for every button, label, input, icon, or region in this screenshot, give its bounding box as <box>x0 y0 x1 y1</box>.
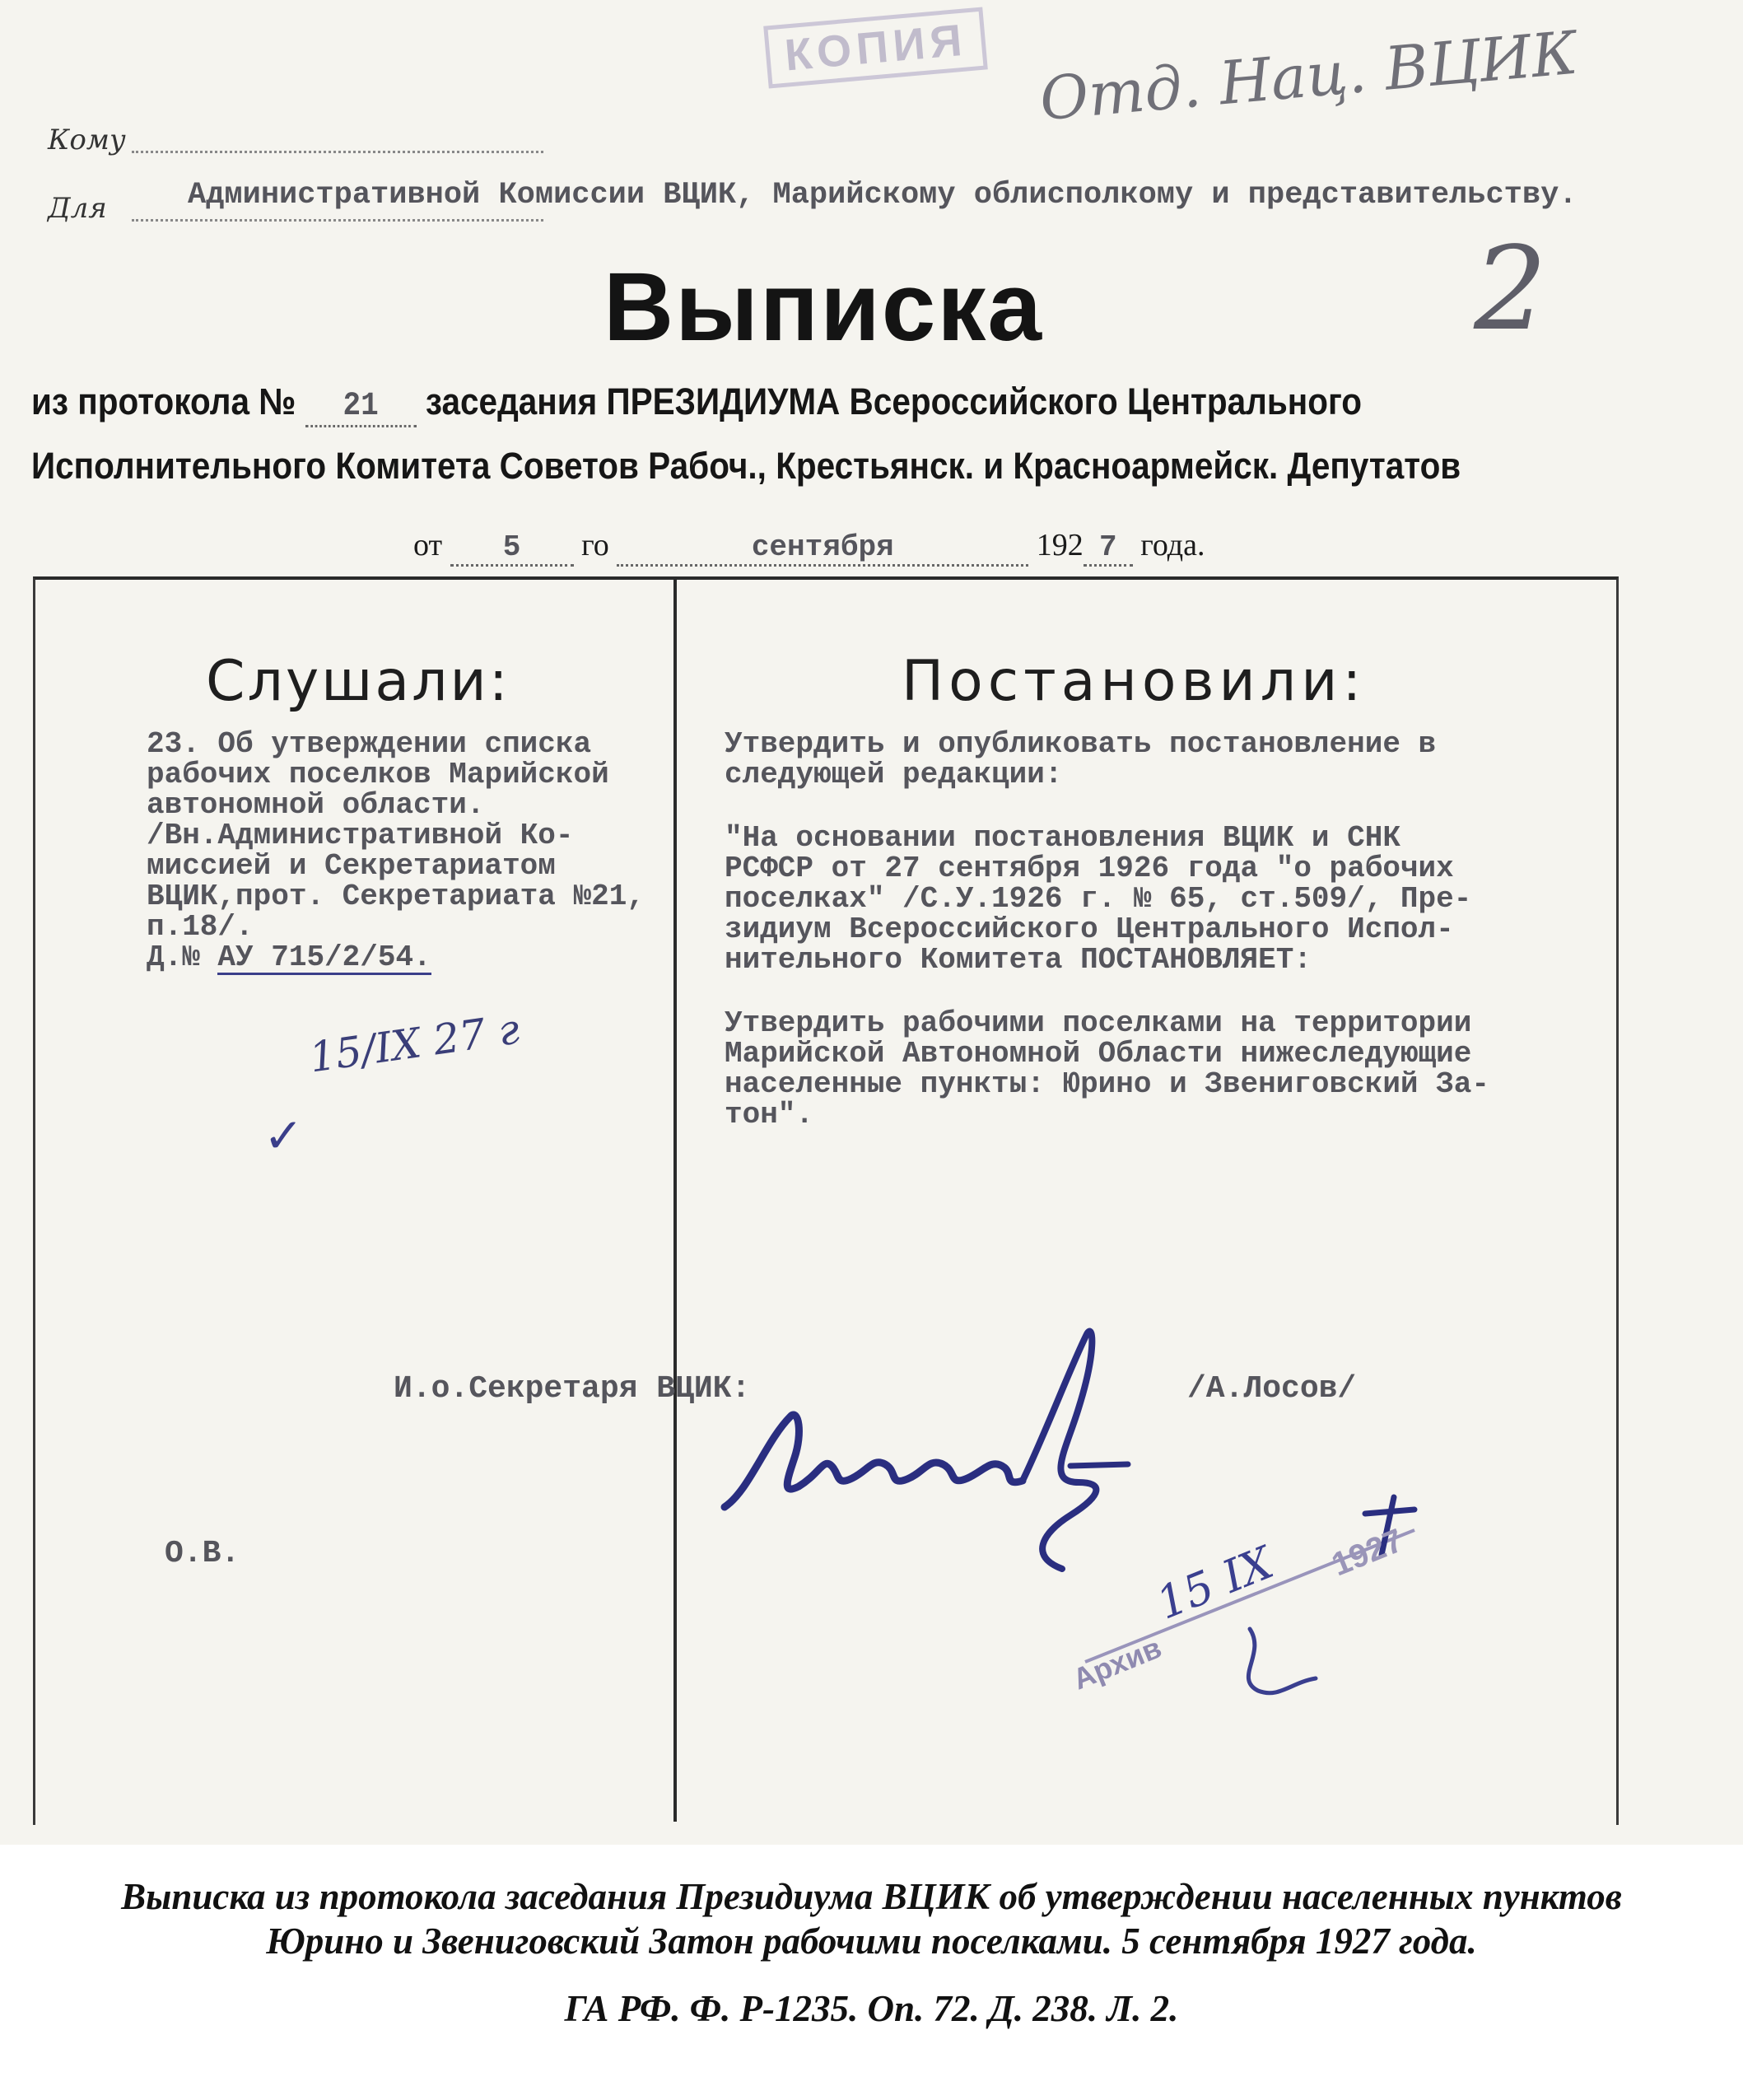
resolved-line: поселках" /С.У.1926 г. № 65, ст.509/, Пре- <box>725 882 1472 916</box>
paragraph-gap <box>725 790 1614 823</box>
to-field-line <box>132 151 543 153</box>
signer-role: И.о.Секретаря ВЦИК: <box>394 1371 751 1407</box>
date-month: сентября <box>617 530 1028 567</box>
resolved-line: зидиум Всероссийского Центрального Испол- <box>725 912 1454 946</box>
resolved-line: населенные пункты: Юрино и Звениговский За- <box>725 1067 1489 1101</box>
resolved-line: Марийской Автономной Области нижеследующие <box>725 1037 1472 1071</box>
archive-stamp-label: Архив <box>1068 1630 1167 1696</box>
date-day-suffix: го <box>581 528 609 562</box>
addressee-text: Административной Комиссии ВЦИК, Марийскому облисполкому и представительству. <box>188 178 1578 212</box>
protocol-number: 21 <box>305 388 417 427</box>
resolved-line: тон". <box>725 1098 814 1132</box>
resolved-line: "На основании постановления ВЦИК и СНК <box>725 821 1400 855</box>
archive-source-reference: ГА РФ. Ф. Р-1235. Оп. 72. Д. 238. Л. 2. <box>564 1988 1179 2029</box>
heard-line: 23. Об утверждении списка <box>147 727 592 761</box>
resolved-line: нительного Комитета ПОСТАНОВЛЯЕТ: <box>725 943 1312 977</box>
resolved-text <box>725 729 1614 1130</box>
heard-line: автономной области. <box>147 788 485 822</box>
resolved-line: Утвердить рабочими поселками на территории <box>725 1006 1472 1040</box>
case-reference: АУ 715/2/54. <box>217 940 431 974</box>
case-reference-line <box>147 942 690 975</box>
caption-line-2: Юрино и Звениговский Затон рабочими поселками. 5 сентября 1927 года. <box>266 1920 1477 1962</box>
ov-mark: О.В. <box>165 1536 240 1571</box>
heard-column-header: Слушали: <box>206 649 510 714</box>
archive-stamp-year: 1927 <box>1326 1522 1409 1584</box>
for-label: Для <box>48 192 107 225</box>
heard-line: миссией и Секретариатом <box>147 849 556 883</box>
date-year-digit: 7 <box>1084 530 1133 567</box>
case-prefix: Д.№ <box>147 940 218 974</box>
date-day: 5 <box>450 530 574 567</box>
handwritten-date: 15/IX 27 г <box>306 1005 523 1082</box>
copy-stamp: КОПИЯ <box>763 7 988 88</box>
date-from-label: от <box>413 528 443 562</box>
heard-line: рабочих поселков Марийской <box>147 758 609 791</box>
caption-line-1: Выписка из протокола заседания Президиума ВЦИК об утверждении населенных пунктов <box>121 1876 1622 1917</box>
date-year-suffix: года. <box>1140 528 1205 562</box>
resolved-column-header: Постановили: <box>902 649 1367 714</box>
resolved-line: следующей редакции: <box>725 758 1063 791</box>
date-year-prefix: 192 <box>1036 528 1084 562</box>
paragraph-gap <box>725 975 1614 1008</box>
protocol-line-2: Исполнительного Комитета Советов Рабоч., Крестьянск. и Красноармейск. Депутатов <box>31 445 1461 487</box>
heard-text <box>147 729 690 975</box>
to-label: Кому <box>48 124 126 156</box>
checkmark-icon: ✓ <box>263 1108 304 1164</box>
handwritten-department-note: Отд. Нац. ВЦИК <box>1037 17 1581 134</box>
meeting-date <box>413 527 1205 567</box>
protocol-prefix: из протокола № <box>31 380 296 422</box>
for-field-line <box>132 219 543 222</box>
heard-line: ВЦИК,прот. Секретариата №21, <box>147 880 645 913</box>
archive-stamp-month: IX <box>1214 1536 1280 1603</box>
handwritten-page-number: 2 <box>1474 222 1548 357</box>
protocol-suffix: заседания ПРЕЗИДИУМА Всероссийского Центрального <box>425 380 1363 422</box>
archive-stamp-lines <box>1069 1489 1464 1728</box>
signer-name: /А.Лосов/ <box>1187 1371 1357 1407</box>
heard-line: п.18/. <box>147 910 254 944</box>
heard-line: /Вн.Административной Ко- <box>147 819 574 852</box>
image-caption <box>0 1874 1743 1963</box>
document-title: Выписка <box>603 253 1044 362</box>
resolved-line: Утвердить и опубликовать постановление в <box>725 727 1437 761</box>
protocol-line-1 <box>31 380 1454 427</box>
archive-stamp-day: 15 <box>1149 1560 1222 1630</box>
resolved-line: РСФСР от 27 сентября 1926 года "о рабочих <box>725 852 1454 885</box>
